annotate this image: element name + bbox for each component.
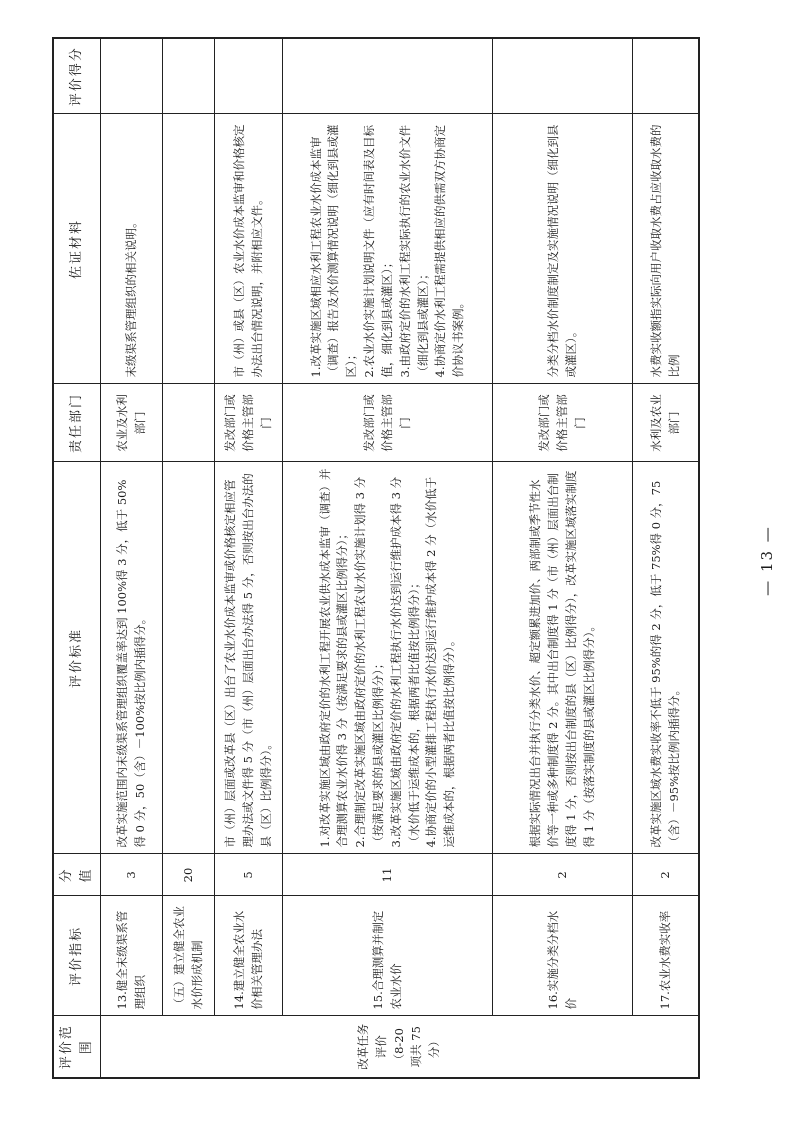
table-row — [493, 38, 633, 1078]
header-scope: 评价范围 — [53, 1016, 101, 1078]
indicator-cell: （五）建立健全农业水价形成机制 — [163, 896, 215, 1016]
evidence-cell: 末级渠系管理组织的相关说明。 — [101, 114, 163, 384]
evidence-item: 3.由政府定价的水利工程实际执行的农业水价文件（细化到县或灌区）； — [397, 125, 430, 378]
evidence-cell: 水费实收额指实际向用户收取水费占应收取水费的比例 — [633, 114, 699, 384]
standard-cell: 根据实际情况出台并执行分类水价、超定额累进加价、两部制或季节性水价等一种或多种制度得 2 分。其中出台制度得 1 分（市（州）层面出台制度得 1 分，否则按出台制度的县（区）比例得分），改革实施区域落实制度得 1 分（按落实制度的县或灌区比例得分）。 — [493, 462, 633, 854]
score-cell: 20 — [163, 854, 215, 896]
standard-item: 2.合理制定改革实施区域由政府定价的水利工程农业水价实施计划得 3 分（按满足要求的县或灌区比例得分）； — [353, 476, 385, 848]
table-row — [283, 38, 493, 1078]
rating-cell[interactable] — [101, 38, 163, 114]
evaluation-table — [52, 37, 700, 1079]
standard-cell: 市（州）层面或改革县（区）出台了农业水价成本监审或价格核定相应管理办法或文件得 5 分（市（州）层面出台办法得 5 分，否则按出台办法的县（区）比例得分）。 — [215, 462, 283, 854]
department-cell — [163, 384, 215, 462]
evidence-cell — [163, 114, 215, 384]
indicator-cell: 16.实施分类分档水价 — [493, 896, 633, 1016]
scope-label: 改革任务评价 — [356, 1023, 388, 1070]
indicator-cell: 15.合理测算并制定农业水价 — [283, 896, 493, 1016]
header-standard: 评价标准 — [53, 462, 101, 854]
evidence-item: 2.农业水价实施计划说明文件（应有时间表及目标值，细化到县或灌区）； — [362, 125, 394, 378]
rating-cell[interactable] — [215, 38, 283, 114]
department-cell: 发改部门或价格主管部门 — [215, 384, 283, 462]
standard-item: 1.对改革实施区域由政府定价的水利工程开展农业供水成本监审（调查）并合理测算农业水价得 3 分（按满足要求的县或灌区比例得分）； — [317, 468, 350, 848]
table-row — [101, 38, 163, 1078]
rating-cell[interactable] — [163, 38, 215, 114]
evidence-item: 4.协商定价水利工程需提供相应的供需双方协商定价协议书案例。 — [433, 125, 466, 378]
evidence-cell — [283, 114, 493, 384]
rating-cell[interactable] — [283, 38, 493, 114]
standard-cell: 改革实施区域水费实收率不低于 95%的得 2 分，低于 75%得 0 分，75（含）－95%按比例内插得分。 — [633, 462, 699, 854]
scope-cell — [101, 1016, 699, 1078]
evidence-item: 1.改革实施区域相应水利工程农业水价成本监审（调查）报告及水价测算情况说明（细化到县或灌区）； — [308, 124, 359, 378]
indicator-cell: 17.农业水费实收率 — [633, 896, 699, 1016]
rating-cell[interactable] — [633, 38, 699, 114]
header-evidence: 佐证材料 — [53, 114, 101, 384]
evidence-cell: 分类分档水价制度制定及实施情况说明（细化到县或灌区）。 — [493, 114, 633, 384]
table-row — [633, 38, 699, 1078]
score-cell: 3 — [101, 854, 163, 896]
table-row — [215, 38, 283, 1078]
evidence-cell: 市（州）或县（区）农业水价成本监审和价格核定办法出台情况说明，并附相应文件。 — [215, 114, 283, 384]
header-department: 责任部门 — [53, 384, 101, 462]
department-cell: 水利及农业部门 — [633, 384, 699, 462]
score-cell: 11 — [283, 854, 493, 896]
header-score: 分值 — [53, 854, 101, 896]
department-cell: 发改部门或价格主管部门 — [493, 384, 633, 462]
score-cell: 2 — [493, 854, 633, 896]
header-indicator: 评价指标 — [53, 896, 101, 1016]
indicator-cell: 14.建立健全农业水价相关管理办法 — [215, 896, 283, 1016]
standard-item: 3.改革实施区域由政府定价的水利工程执行水价达到运行维护成本得 3 分（水价低于运维成本的，根据两者比值按比例得分）； — [388, 476, 421, 848]
standard-cell: 改革实施范围内末级渠系管理组织覆盖率达到 100%得 3 分，低于 50%得 0 分，50（含）－100%按比例内插得分。 — [101, 462, 163, 854]
score-cell: 2 — [633, 854, 699, 896]
department-cell: 农业及水利部门 — [101, 384, 163, 462]
page-number: — 13 — — [758, 525, 776, 596]
rating-cell[interactable] — [493, 38, 633, 114]
department-cell: 发改部门或价格主管部门 — [283, 384, 493, 462]
header-rating: 评价得分 — [53, 38, 101, 114]
standard-cell — [283, 462, 493, 854]
score-cell: 5 — [215, 854, 283, 896]
header-row — [53, 38, 101, 1078]
scope-note: （8-20 项共 75 分） — [391, 1026, 442, 1068]
indicator-cell: 13.健全末级渠系管理组织 — [101, 896, 163, 1016]
standard-cell — [163, 462, 215, 854]
standard-item: 4.协商定价的小型灌排工程执行水价达到运行维护成本得 2 分（水价低于运维成本的，根据两者比值按比例得分）。 — [424, 476, 457, 848]
table-row — [163, 38, 215, 1078]
